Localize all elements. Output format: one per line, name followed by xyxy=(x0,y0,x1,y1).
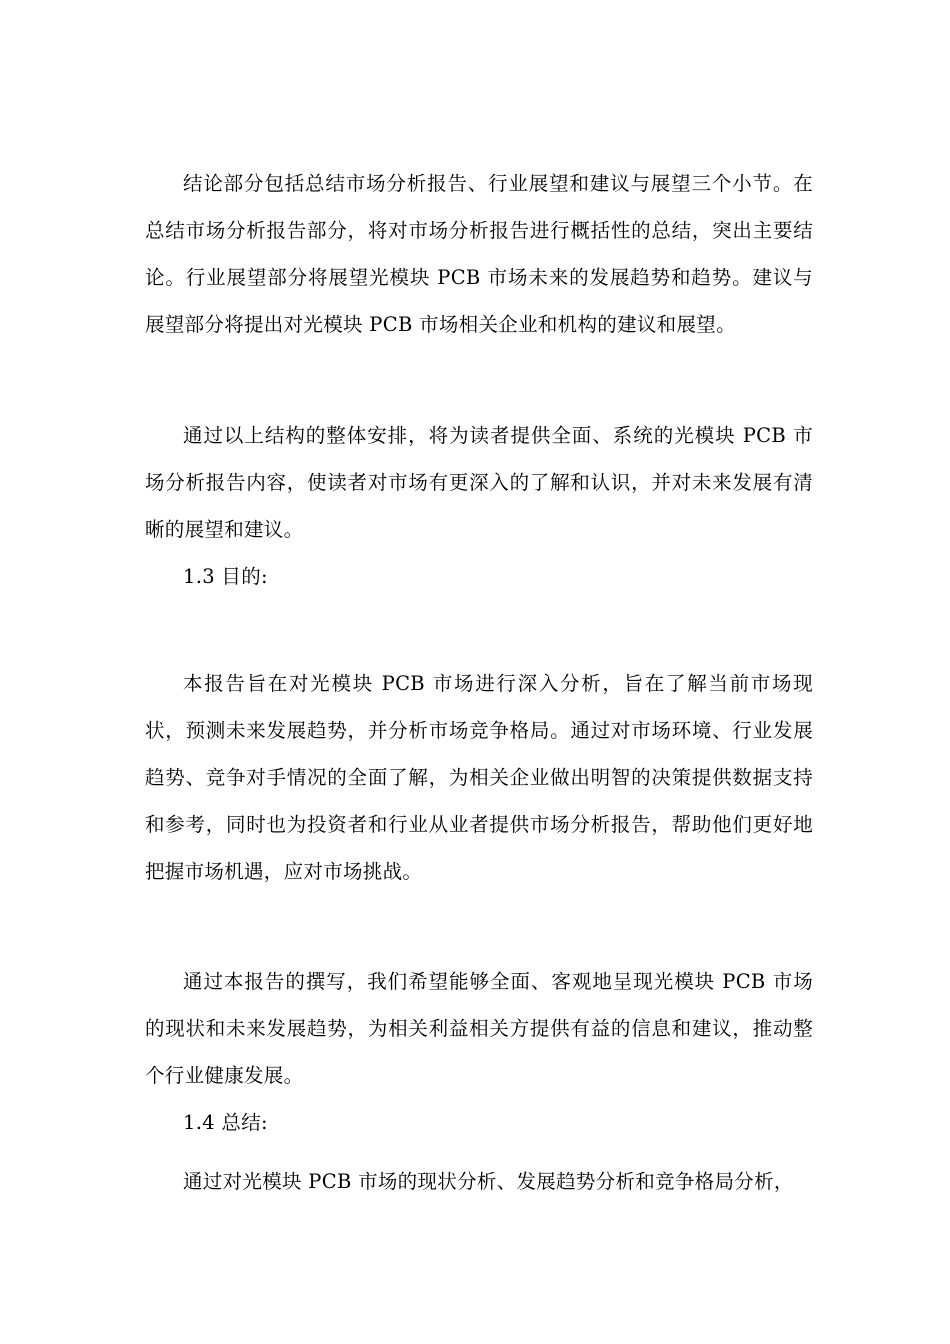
paragraph-structure-summary: 通过以上结构的整体安排，将为读者提供全面、系统的光模块 PCB 市场分析报告内容，使读者对市场有更深入的了解和认识，并对未来发展有清晰的展望和建议。 xyxy=(145,424,813,541)
section-heading-purpose: 1.3 目的: xyxy=(183,565,268,588)
section-heading-summary: 1.4 总结: xyxy=(183,1111,268,1134)
paragraph-purpose-goal: 通过本报告的撰写，我们希望能够全面、客观地呈现光模块 PCB 市场的现状和未来发展趋势，为相关利益相关方提供有益的信息和建议，推动整个行业健康发展。 xyxy=(145,970,813,1087)
paragraph-conclusion-structure: 结论部分包括总结市场分析报告、行业展望和建议与展望三个小节。在总结市场分析报告部分，将对市场分析报告进行概括性的总结，突出主要结论。行业展望部分将展望光模块 PCB 市场未来的发展趋势和趋势。建议与展望部分将提出对光模块 PCB 市场相关企业和机构的建议和展望。 xyxy=(145,172,813,336)
paragraph-summary: 通过对光模块 PCB 市场的现状分析、发展趋势分析和竞争格局分析， xyxy=(183,1170,794,1193)
paragraph-purpose: 本报告旨在对光模块 PCB 市场进行深入分析，旨在了解当前市场现状，预测未来发展趋势，并分析市场竞争格局。通过对市场环境、行业发展趋势、竞争对手情况的全面了解，为相关企业做出明智的决策提供数据支持和参考，同时也为投资者和行业从业者提供市场分析报告，帮助他们更好地把握市场机遇，应对市场挑战。 xyxy=(145,672,813,883)
